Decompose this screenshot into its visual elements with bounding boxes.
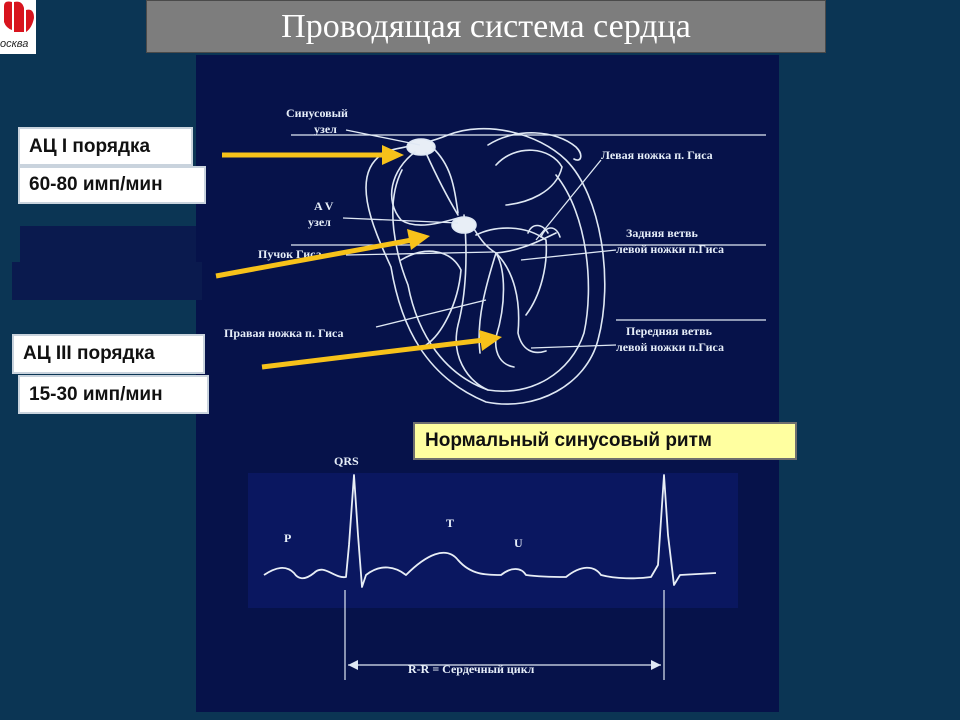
hidden-box-bottom <box>12 262 202 300</box>
ecg-t-label: T <box>446 516 455 530</box>
logo-text: осква <box>0 38 29 50</box>
label-his-bundle: Пучок Гиса <box>258 247 322 261</box>
arrow-icon <box>407 229 430 250</box>
label-av-node-1: A V <box>314 199 334 213</box>
arrow-icon <box>382 145 404 165</box>
label-posterior-1: Задняя ветвь <box>626 226 698 240</box>
label-anterior-1: Передняя ветвь <box>626 324 712 338</box>
pacemaker-third-rate-label: 15-30 имп/мин <box>29 383 163 405</box>
ecg-caption-label: Нормальный синусовый ритм <box>425 430 712 451</box>
label-posterior-2: левой ножки п.Гиса <box>616 242 724 256</box>
ecg-p-label: P <box>284 531 292 545</box>
pacemaker-first-order-label: АЦ I порядка <box>29 135 151 157</box>
ecg-qrs-label: QRS <box>334 454 359 468</box>
pacemaker-first-order <box>18 127 193 166</box>
pacemaker-third-order <box>12 334 205 374</box>
arrow-icon <box>479 330 502 351</box>
pacemaker-third-rate <box>18 375 209 414</box>
ecg-rr-label: R-R = Сердечный цикл <box>408 662 535 676</box>
pacemaker-third-order-label: АЦ III порядка <box>23 343 155 364</box>
ecg-u-label: U <box>514 536 523 550</box>
label-sinus-node-2: узел <box>314 122 337 136</box>
label-right-branch: Правая ножка п. Гиса <box>224 326 344 340</box>
ecg-caption <box>413 422 797 460</box>
pacemaker-first-rate-label: 60-80 имп/мин <box>29 174 163 195</box>
hidden-box-top <box>20 226 196 264</box>
label-av-node-2: узел <box>308 215 331 229</box>
label-sinus-node-1: Синусовый <box>286 106 348 120</box>
label-left-branch: Левая ножка п. Гиса <box>601 148 713 162</box>
label-anterior-2: левой ножки п.Гиса <box>616 340 724 354</box>
page-title: Проводящая система сердца <box>281 7 691 45</box>
pacemaker-first-rate <box>18 166 206 204</box>
